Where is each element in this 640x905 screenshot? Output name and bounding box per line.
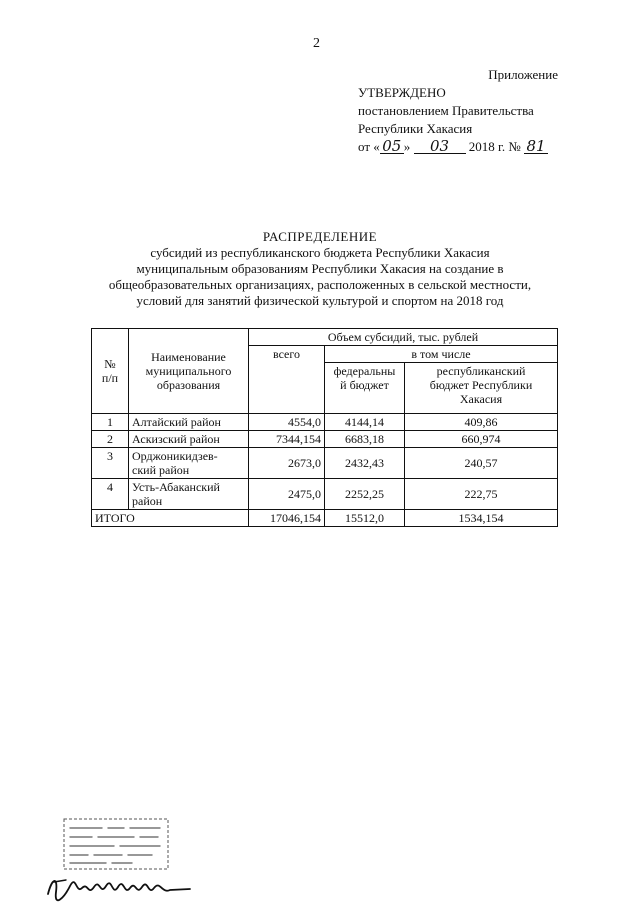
row-num: 1	[92, 414, 129, 431]
table-row	[92, 479, 558, 510]
date-mid: »	[403, 139, 411, 154]
date-prefix: от «	[358, 139, 380, 154]
table-row	[92, 414, 558, 431]
header-including: в том числе	[325, 346, 558, 363]
header-subsidy-volume: Объем субсидий, тыс. рублей	[249, 329, 558, 346]
approval-date-line	[358, 138, 558, 156]
attachment-label: Приложение	[488, 67, 558, 82]
heading-line: общеобразовательных организациях, расположенных в сельской местности,	[108, 277, 532, 292]
header-num: № п/п	[92, 329, 129, 414]
approval-line-2: Республики Хакасия	[358, 121, 473, 136]
row-num: 2	[92, 431, 129, 448]
heading-line: муниципальным образованиям Республики Хакасия на создание в	[136, 261, 504, 276]
handwritten-signature-icon	[44, 872, 194, 902]
row-republic: 240,57	[405, 448, 558, 479]
heading-line: субсидий из республиканского бюджета Республики Хакасия	[150, 245, 490, 260]
row-total: 7344,154	[249, 431, 325, 448]
total-label: ИТОГО	[92, 510, 249, 527]
approval-line-1: постановлением Правительства	[358, 103, 534, 118]
row-total: 2475,0	[249, 479, 325, 510]
row-federal: 2432,43	[325, 448, 405, 479]
approved-label: УТВЕРЖДЕНО	[358, 85, 446, 100]
table-row	[92, 431, 558, 448]
approval-block	[358, 66, 558, 156]
heading-title: РАСПРЕДЕЛЕНИЕ	[262, 229, 378, 244]
row-republic: 409,86	[405, 414, 558, 431]
date-month: 03	[414, 139, 466, 154]
header-federal: федеральны й бюджет	[325, 363, 405, 414]
row-num: 3	[92, 448, 129, 479]
seal-stamp-icon	[62, 817, 170, 871]
subsidy-table	[91, 328, 558, 527]
header-republic: республиканский бюджет Республики Хакасия	[405, 363, 558, 414]
total-row	[92, 510, 558, 527]
row-republic: 660,974	[405, 431, 558, 448]
row-federal: 6683,18	[325, 431, 405, 448]
row-name: Орджоникидзев- ский район	[129, 448, 249, 479]
heading-line: условий для занятий физической культурой и спортом на 2018 год	[136, 293, 504, 308]
total-sum: 17046,154	[249, 510, 325, 527]
document-heading	[80, 229, 560, 309]
date-day: 05	[380, 139, 404, 154]
row-total: 4554,0	[249, 414, 325, 431]
table-row	[92, 448, 558, 479]
row-name: Аскизский район	[129, 431, 249, 448]
row-federal: 4144,14	[325, 414, 405, 431]
page-number: 2	[313, 36, 320, 51]
date-year: 2018 г. №	[468, 139, 521, 154]
total-federal: 15512,0	[325, 510, 405, 527]
document-number: 81	[524, 139, 548, 154]
row-republic: 222,75	[405, 479, 558, 510]
row-name: Усть-Абаканский район	[129, 479, 249, 510]
row-num: 4	[92, 479, 129, 510]
row-federal: 2252,25	[325, 479, 405, 510]
row-total: 2673,0	[249, 448, 325, 479]
total-republic: 1534,154	[405, 510, 558, 527]
header-name: Наименование муниципального образования	[129, 329, 249, 414]
row-name: Алтайский район	[129, 414, 249, 431]
header-total: всего	[249, 346, 325, 414]
